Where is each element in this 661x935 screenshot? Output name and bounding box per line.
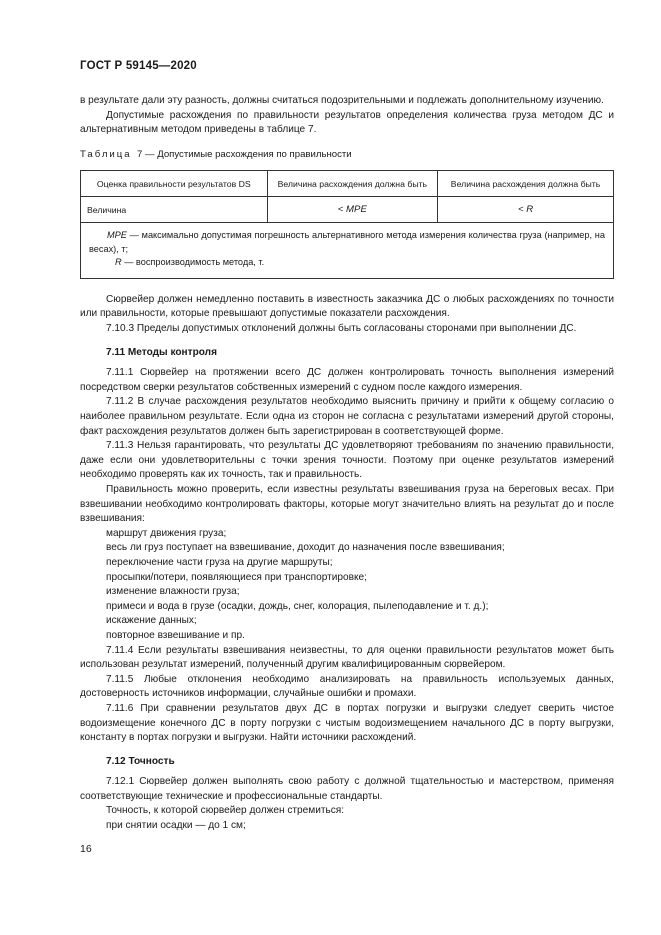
table-header-cell: Величина расхождения должна быть (267, 171, 438, 197)
table-cell (438, 197, 614, 223)
paragraph: Точность, к которой сюрвейер должен стремиться: (106, 805, 345, 817)
paragraph: 7.11.4 Если результаты взвешивания неизвестны, то для оценки правильности результатов может быть использован результат измерений, полученный другим квалифицированным сюрвейером. (80, 644, 614, 671)
list-item: изменение влажности груза; (106, 586, 240, 598)
note-text: — воспроизводимость метода, т. (121, 257, 265, 268)
table-caption (80, 148, 614, 163)
table-7 (80, 170, 614, 279)
paragraph: 7.11.6 При сравнении результатов двух ДС в портах погрузки и выгрузки следует сверить чистое водоизмещение конечного ДС в порту погрузки с чистым водоизмещением начального ДС в порту выгрузки, константу в портах погрузки и выгрузки. Найти источники расхождений. (80, 702, 614, 744)
table-note-row (81, 223, 614, 279)
table-cell-value: < MPE (337, 203, 367, 215)
list-item: весь ли груз поступает на взвешивание, доходит до назначения после взвешивания; (106, 542, 505, 554)
list-item: искажение данных; (106, 615, 197, 627)
table-row-label: Величина (81, 197, 268, 223)
table-cell-value: < R (517, 203, 534, 215)
note-r (89, 256, 605, 270)
section-heading-7-12: 7.12 Точность (106, 755, 175, 767)
table-row (81, 197, 614, 223)
table-caption-label: Таблица (80, 148, 132, 160)
page-number: 16 (80, 843, 92, 855)
paragraph: 7.11.5 Любые отклонения необходимо анализировать на правильность используемых данных, достоверность источников информации, случайные ошибки и промахи. (80, 673, 614, 700)
paragraph: Допустимые расхождения по правильности результатов определения количества груза методом ДС и альтернативным методом приведены в таблице 7. (80, 109, 614, 136)
table-cell (267, 197, 438, 223)
section-heading-7-11: 7.11 Методы контроля (106, 346, 217, 358)
paragraph: Сюрвейер должен немедленно поставить в известность заказчика ДС о любых расхождениях по точности или правильности, которые превышают допустимые показатели расхождения. (80, 293, 614, 320)
note-mpe (89, 229, 605, 256)
paragraph: в результате дали эту разность, должны считаться подозрительными и подлежать дополнительному изучению. (80, 95, 604, 106)
list-item: маршрут движения груза; (106, 527, 227, 539)
page-content (80, 94, 614, 834)
list-item: переключение части груза на другие маршруты; (106, 556, 333, 568)
note-term: MPE (107, 230, 127, 241)
list-item: повторное взвешивание и пр. (106, 629, 245, 641)
paragraph: 7.11.2 В случае расхождения результатов необходимо выяснить причину и прийти к общему согласию о наиболее правильном результате. Если одна из сторон не согласна с результатами измерений другой стороны, факт расхождения результатов должен быть зарегистрирован в соответствующей форме. (80, 396, 614, 437)
document-header: ГОСТ Р 59145—2020 (80, 60, 197, 72)
paragraph: Правильность можно проверить, если известны результаты взвешивания груза на береговых весах. При взвешивании необходимо контролировать факторы, которые могут значительно влиять на результат до и после взвешивания: (80, 484, 614, 525)
list-item: при снятии осадки — до 1 см; (106, 820, 246, 832)
paragraph: 7.12.1 Сюрвейер должен выполнять свою работу с должной тщательностью и мастерством, применяя соответствующие технические и профессиональные стандарты. (80, 776, 614, 802)
paragraph: 7.11.1 Сюрвейер на протяжении всего ДС должен контролировать точность выполнения измерений посредством сверки результатов собственных измерений с судном после каждого измерения. (80, 367, 614, 393)
table-header-row (81, 171, 614, 197)
table-header-cell: Оценка правильности результатов DS (81, 171, 268, 197)
table-header-cell: Величина расхождения должна быть (438, 171, 614, 197)
note-text: — максимально допустимая погрешность альтернативного метода измерения количества груза (например, на весах), т; (89, 230, 605, 254)
paragraph: 7.10.3 Пределы допустимых отклонений должны быть согласованы сторонами при выполнении ДС. (106, 323, 577, 335)
list-item: просыпки/потери, появляющиеся при транспортировке; (106, 571, 367, 583)
table-caption-text: 7 — Допустимые расхождения по правильности (136, 148, 352, 160)
table-note (81, 223, 614, 279)
note-term: R (115, 257, 122, 268)
paragraph: 7.11.3 Нельзя гарантировать, что результаты ДС удовлетворяют требованиям по значению правильности, даже если они удовлетворительны с точки зрения точности. Поэтому при оценке результатов измерений необходимо проверять как их точность, так и правильность. (80, 440, 614, 481)
list-item: примеси и вода в грузе (осадки, дождь, снег, колорация, пылеподавление и т. д.); (106, 600, 489, 612)
